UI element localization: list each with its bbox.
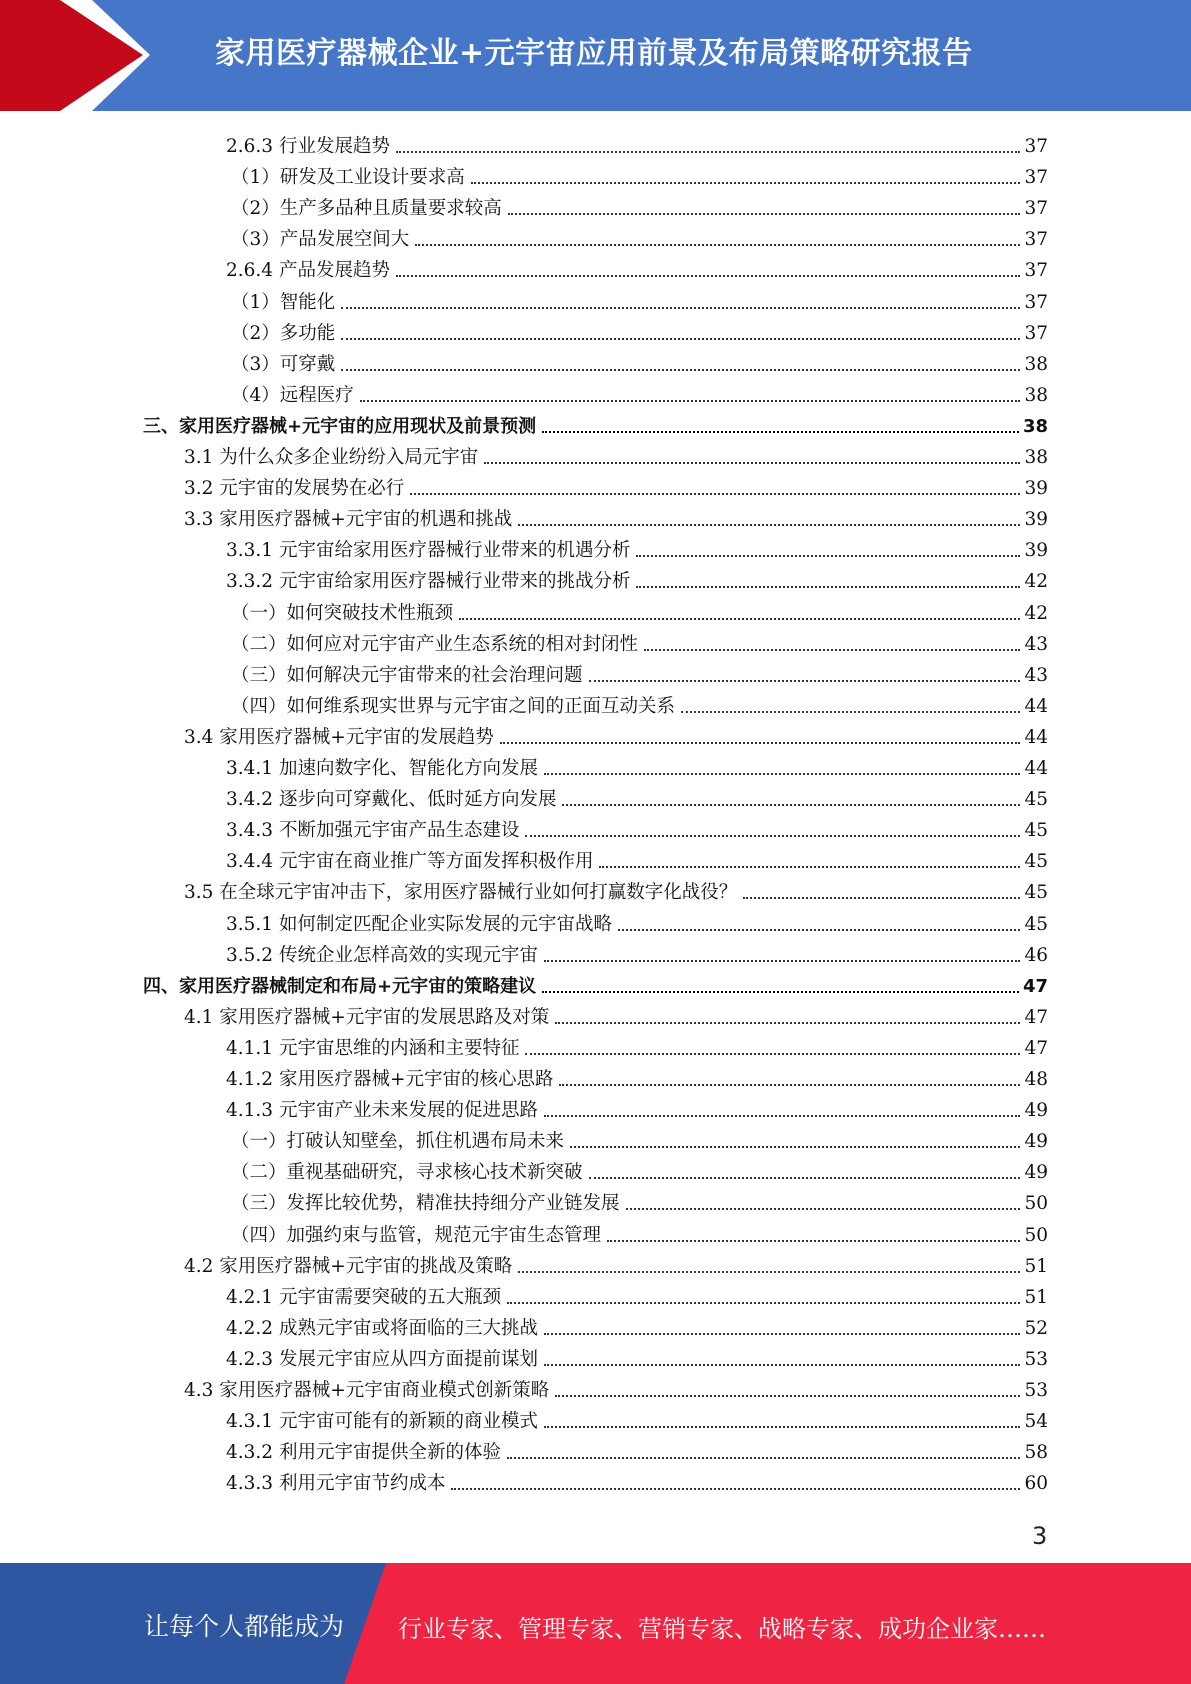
toc-entry-title: （一）打破认知壁垒，抓住机遇布局未来	[231, 1131, 565, 1153]
toc-dot-leader	[484, 462, 1020, 464]
toc-dot-leader	[341, 307, 1020, 309]
toc-dot-leader	[607, 1240, 1020, 1242]
toc-entry-page: 44	[1024, 758, 1048, 779]
toc-entry-title: 4.1 家用医疗器械+元宇宙的发展思路及对策	[184, 1006, 550, 1028]
toc-entry[interactable]	[226, 1433, 1048, 1464]
toc-entry-page: 50	[1024, 1224, 1048, 1246]
toc-dot-leader	[542, 431, 1019, 433]
toc-entry-title: （四）如何维系现实世界与元宇宙之间的正面互动关系	[231, 695, 676, 717]
toc-entry-page: 37	[1024, 198, 1048, 220]
toc-entry-title: 3.3.2 元宇宙给家用医疗器械行业带来的挑战分析	[226, 571, 631, 593]
toc-entry-page: 45	[1024, 820, 1048, 842]
toc-dot-leader	[525, 1053, 1020, 1055]
toc-entry-page: 39	[1024, 509, 1048, 531]
toc-dot-leader	[555, 1395, 1020, 1397]
toc-dot-leader	[559, 1084, 1020, 1086]
footer-slogan-right: 行业专家、管理专家、营销专家、战略专家、成功企业家……	[398, 1615, 1046, 1643]
toc-entry-page: 38	[1024, 384, 1048, 406]
toc-entry[interactable]	[231, 687, 1048, 718]
toc-dot-leader	[589, 1177, 1021, 1179]
toc-entry-title: 3.4.4 元宇宙在商业推广等方面发挥积极作用	[226, 851, 594, 873]
toc-entry[interactable]	[226, 1091, 1048, 1122]
toc-entry-title: 4.2.3 发展元宇宙应从四方面提前谋划	[226, 1348, 538, 1370]
toc-entry-title: 3.5.1 如何制定匹配企业实际发展的元宇宙战略	[226, 913, 612, 935]
toc-dot-leader	[341, 338, 1020, 340]
toc-dot-leader	[500, 742, 1021, 744]
toc-dot-leader	[544, 1333, 1020, 1335]
toc-entry-page: 50	[1024, 1193, 1048, 1215]
toc-dot-leader	[507, 1457, 1020, 1459]
toc-entry-title: （2）生产多品种且质量要求较高	[231, 198, 502, 220]
toc-entry-page: 48	[1024, 1069, 1048, 1090]
toc-entry[interactable]	[231, 625, 1048, 656]
toc-entry-page: 43	[1024, 633, 1048, 655]
toc-entry-title: 3.2 元宇宙的发展势在必行	[184, 478, 405, 500]
toc-dot-leader	[508, 213, 1021, 215]
toc-entry-page: 45	[1024, 882, 1048, 904]
toc-entry-title: （1）智能化	[231, 291, 336, 313]
toc-entry-page: 39	[1024, 540, 1048, 562]
toc-entry[interactable]	[184, 718, 1048, 749]
toc-entry[interactable]	[231, 283, 1048, 314]
toc-entry[interactable]	[231, 345, 1048, 376]
toc-entry-page: 58	[1024, 1442, 1048, 1464]
toc-entry-page: 52	[1024, 1317, 1048, 1339]
toc-entry-page: 60	[1024, 1473, 1048, 1495]
toc-entry[interactable]	[226, 1309, 1048, 1340]
toc-entry-page: 49	[1024, 1162, 1048, 1184]
toc-entry[interactable]	[184, 500, 1048, 531]
toc-dot-leader	[341, 369, 1020, 371]
toc-dot-leader	[589, 680, 1021, 682]
toc-entry[interactable]	[226, 842, 1048, 873]
toc-dot-leader	[415, 244, 1020, 246]
toc-entry-title: （一）如何突破技术性瓶颈	[231, 602, 454, 624]
toc-entry-title: 4.2.2 成熟元宇宙或将面临的三大挑战	[226, 1317, 538, 1339]
toc-entry-page: 53	[1024, 1348, 1048, 1370]
toc-entry-title: （二）重视基础研究，寻求核心技术新突破	[231, 1162, 583, 1184]
toc-entry-page: 45	[1024, 913, 1048, 935]
toc-entry-title: （三）如何解决元宇宙带来的社会治理问题	[231, 664, 583, 686]
toc-dot-leader	[743, 897, 1020, 899]
toc-entry[interactable]	[231, 376, 1048, 407]
toc-entry[interactable]	[184, 438, 1048, 469]
toc-entry[interactable]	[226, 1060, 1048, 1091]
toc-entry-title: 3.3 家用医疗器械+元宇宙的机遇和挑战	[184, 509, 513, 531]
toc-entry-title: 4.1.2 家用医疗器械+元宇宙的核心思路	[226, 1069, 554, 1090]
toc-dot-leader	[644, 649, 1020, 651]
toc-dot-leader	[451, 1488, 1020, 1490]
toc-entry-page: 51	[1024, 1255, 1048, 1277]
toc-entry-title: （3）可穿戴	[231, 353, 336, 375]
toc-entry[interactable]	[226, 905, 1048, 936]
toc-entry-title: 3.3.1 元宇宙给家用医疗器械行业带来的机遇分析	[226, 540, 631, 562]
toc-entry-page: 43	[1024, 664, 1048, 686]
toc-entry-page: 44	[1024, 726, 1048, 748]
toc-entry[interactable]	[226, 936, 1048, 967]
toc-entry-title: 4.2 家用医疗器械+元宇宙的挑战及策略	[184, 1255, 513, 1277]
toc-entry-title: （2）多功能	[231, 322, 336, 344]
toc-entry-page: 37	[1024, 229, 1048, 251]
toc-dot-leader	[626, 1208, 1021, 1210]
toc-entry-page: 47	[1024, 1006, 1048, 1028]
toc-entry-page: 44	[1024, 695, 1048, 717]
toc-entry-title: （1）研发及工业设计要求高	[231, 167, 465, 189]
toc-entry-title: 2.6.4 产品发展趋势	[226, 260, 390, 282]
toc-entry-page: 49	[1024, 1131, 1048, 1153]
toc-entry[interactable]	[184, 998, 1048, 1029]
toc-entry-title: 3.5 在全球元宇宙冲击下，家用医疗器械行业如何打赢数字化战役？	[184, 882, 738, 904]
toc-entry[interactable]	[231, 1153, 1048, 1184]
toc-entry[interactable]	[231, 158, 1048, 189]
toc-entry[interactable]	[231, 1216, 1048, 1247]
toc-dot-leader	[599, 866, 1020, 868]
toc-entry[interactable]	[143, 967, 1048, 998]
toc-dot-leader	[544, 1115, 1020, 1117]
toc-entry-page: 38	[1024, 353, 1048, 375]
toc-dot-leader	[570, 1146, 1020, 1148]
toc-entry-page: 46	[1024, 944, 1048, 966]
toc-entry-page: 49	[1024, 1100, 1048, 1122]
toc-entry-page: 39	[1024, 478, 1048, 500]
toc-entry[interactable]	[226, 562, 1048, 593]
toc-entry-title: 4.3.3 利用元宇宙节约成本	[226, 1473, 446, 1495]
toc-entry[interactable]	[226, 780, 1048, 811]
toc-entry-title: 3.1 为什么众多企业纷纷入局元宇宙	[184, 447, 479, 468]
toc-entry-title: 4.1.3 元宇宙产业未来发展的促进思路	[226, 1100, 538, 1122]
toc-entry-title: 4.3.1 元宇宙可能有的新颖的商业模式	[226, 1411, 538, 1433]
toc-entry-page: 54	[1024, 1411, 1048, 1433]
toc-entry[interactable]	[231, 220, 1048, 251]
toc-dot-leader	[396, 151, 1020, 153]
toc-entry-page: 45	[1024, 789, 1048, 811]
toc-dot-leader	[518, 1271, 1020, 1273]
toc-dot-leader	[471, 182, 1021, 184]
toc-entry-page: 42	[1024, 602, 1048, 624]
toc-entry-page: 37	[1024, 322, 1048, 344]
toc-dot-leader	[544, 960, 1020, 962]
toc-entry[interactable]	[226, 1464, 1048, 1495]
toc-entry-title: （三）发挥比较优势，精准扶持细分产业链发展	[231, 1193, 620, 1215]
toc-dot-leader	[681, 711, 1020, 713]
toc-entry-page: 38	[1022, 415, 1048, 437]
page-number: 3	[1032, 1522, 1048, 1550]
toc-dot-leader	[459, 618, 1020, 620]
toc-dot-leader	[636, 586, 1020, 588]
toc-entry-page: 47	[1022, 975, 1048, 997]
toc-dot-leader	[555, 1022, 1020, 1024]
toc-dot-leader	[518, 524, 1020, 526]
toc-entry-page: 37	[1024, 167, 1048, 189]
toc-entry-title: 3.4.3 不断加强元宇宙产品生态建设	[226, 820, 520, 842]
toc-entry-title: 2.6.3 行业发展趋势	[226, 136, 390, 157]
toc-entry-title: 三、家用医疗器械+元宇宙的应用现状及前景预测	[143, 415, 537, 437]
toc-dot-leader	[544, 773, 1020, 775]
toc-entry-title: 4.3 家用医疗器械+元宇宙商业模式创新策略	[184, 1380, 550, 1401]
toc-entry[interactable]	[231, 656, 1048, 687]
toc-entry[interactable]	[226, 1340, 1048, 1371]
toc-dot-leader	[636, 555, 1020, 557]
toc-dot-leader	[410, 493, 1020, 495]
toc-entry-page: 37	[1024, 136, 1048, 157]
toc-entry[interactable]	[231, 189, 1048, 220]
toc-entry-page: 42	[1024, 571, 1048, 593]
toc-entry[interactable]	[231, 1122, 1048, 1153]
toc-entry[interactable]	[184, 1371, 1048, 1402]
toc-entry[interactable]	[231, 1184, 1048, 1215]
toc-entry[interactable]	[226, 251, 1048, 282]
toc-entry-page: 53	[1024, 1380, 1048, 1401]
toc-entry-title: 4.3.2 利用元宇宙提供全新的体验	[226, 1442, 501, 1464]
toc-entry-title: 4.1.1 元宇宙思维的内涵和主要特征	[226, 1037, 520, 1059]
toc-entry-title: 3.4.2 逐步向可穿戴化、低时延方向发展	[226, 789, 557, 811]
toc-entry-title: 3.4 家用医疗器械+元宇宙的发展趋势	[184, 726, 494, 748]
toc-entry[interactable]	[231, 314, 1048, 345]
toc-entry[interactable]	[226, 127, 1048, 158]
toc-entry[interactable]	[143, 407, 1048, 438]
toc-entry[interactable]	[226, 749, 1048, 780]
toc-entry-title: （4）远程医疗	[231, 384, 354, 406]
toc-entry[interactable]	[184, 1247, 1048, 1278]
toc-dot-leader	[360, 400, 1021, 402]
toc-entry[interactable]	[226, 531, 1048, 562]
toc-entry-page: 51	[1024, 1286, 1048, 1308]
toc-entry-title: 3.5.2 传统企业怎样高效的实现元宇宙	[226, 944, 538, 966]
toc-entry-page: 37	[1024, 260, 1048, 282]
toc-entry[interactable]	[226, 1278, 1048, 1309]
toc-entry-page: 47	[1024, 1037, 1048, 1059]
toc-entry-title: 四、家用医疗器械制定和布局+元宇宙的策略建议	[143, 975, 537, 997]
toc-dot-leader	[544, 1364, 1020, 1366]
toc-dot-leader	[525, 835, 1020, 837]
toc-dot-leader	[542, 991, 1019, 993]
toc-dot-leader	[507, 1302, 1020, 1304]
toc-entry-title: 4.2.1 元宇宙需要突破的五大瓶颈	[226, 1286, 501, 1308]
page-footer	[0, 1563, 1191, 1684]
report-title: 家用医疗器械企业+元宇宙应用前景及布局策略研究报告	[215, 36, 973, 71]
toc-entry[interactable]	[184, 873, 1048, 904]
toc-dot-leader	[396, 275, 1020, 277]
toc-entry-title: （3）产品发展空间大	[231, 229, 410, 251]
toc-dot-leader	[544, 1426, 1020, 1428]
toc-entry-title: （二）如何应对元宇宙产业生态系统的相对封闭性	[231, 633, 639, 655]
toc-dot-leader	[562, 804, 1020, 806]
toc-entry-title: 3.4.1 加速向数字化、智能化方向发展	[226, 758, 538, 779]
toc-entry[interactable]	[226, 1402, 1048, 1433]
toc-entry-page: 45	[1024, 851, 1048, 873]
toc-entry[interactable]	[226, 811, 1048, 842]
footer-slogan-left: 让每个人都能成为	[144, 1612, 345, 1641]
toc-entry[interactable]	[184, 469, 1048, 500]
toc-dot-leader	[618, 929, 1020, 931]
toc-entry[interactable]	[231, 594, 1048, 625]
toc-entry-title: （四）加强约束与监管，规范元宇宙生态管理	[231, 1224, 602, 1246]
toc-entry-page: 37	[1024, 291, 1048, 313]
toc-entry-page: 38	[1024, 447, 1048, 468]
toc-entry[interactable]	[226, 1029, 1048, 1060]
page-header	[0, 0, 1191, 111]
